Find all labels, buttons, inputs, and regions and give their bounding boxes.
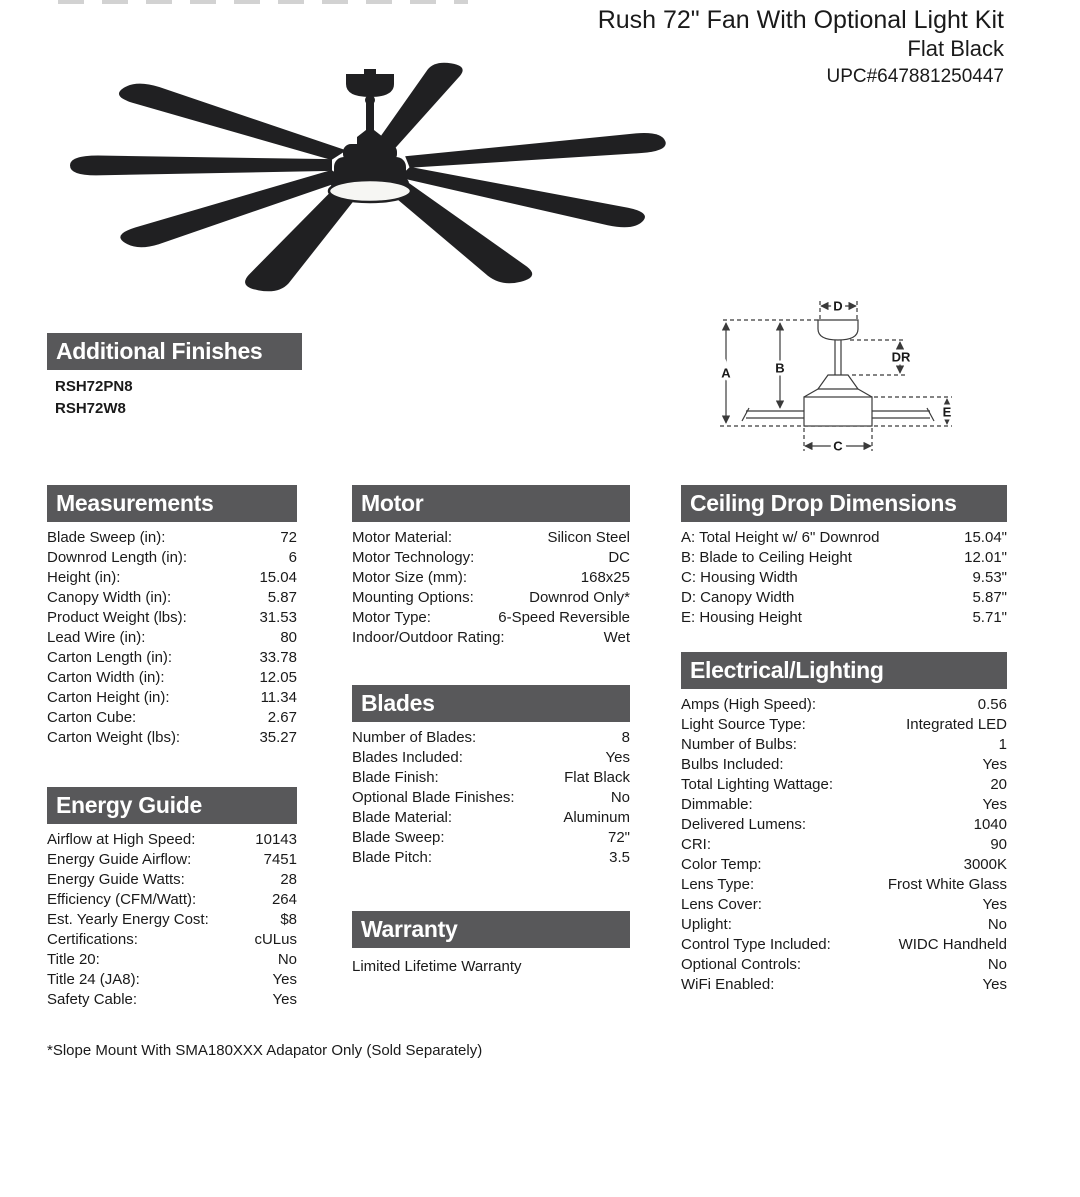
spec-label: Product Weight (lbs): xyxy=(47,609,187,626)
spec-value: 12.01" xyxy=(964,549,1007,566)
spec-row xyxy=(681,835,1007,855)
additional-finishes-section xyxy=(47,333,302,420)
spec-label: Carton Width (in): xyxy=(47,669,165,686)
spec-value: Yes xyxy=(272,971,297,988)
spec-row xyxy=(47,990,297,1010)
spec-value: 10143 xyxy=(255,831,297,848)
spec-row xyxy=(681,855,1007,875)
spec-value: Integrated LED xyxy=(906,716,1007,733)
spec-value: 11.34 xyxy=(260,689,297,706)
spec-value: No xyxy=(987,916,1007,933)
spec-label: Indoor/Outdoor Rating: xyxy=(352,629,505,646)
spec-row xyxy=(681,735,1007,755)
spec-row xyxy=(681,695,1007,715)
spec-row xyxy=(47,568,297,588)
spec-table-measurements xyxy=(47,522,297,748)
spec-value: Yes xyxy=(982,896,1007,913)
spec-row xyxy=(47,950,297,970)
spec-row xyxy=(352,628,630,648)
spec-value: 5.87" xyxy=(972,589,1007,606)
spec-value: 15.04 xyxy=(259,569,297,586)
spec-label: Delivered Lumens: xyxy=(681,816,807,833)
spec-value: 72" xyxy=(607,829,630,846)
spec-label: Motor Technology: xyxy=(352,549,475,566)
spec-row xyxy=(47,668,297,688)
spec-label: Motor Size (mm): xyxy=(352,569,468,586)
spec-row xyxy=(681,548,1007,568)
spec-row xyxy=(47,910,297,930)
spec-label: Number of Blades: xyxy=(352,729,477,746)
spec-table-blades xyxy=(352,722,630,868)
spec-row xyxy=(47,608,297,628)
section-header-motor: Motor xyxy=(352,485,630,522)
spec-value: Yes xyxy=(982,976,1007,993)
spec-value: 9.53" xyxy=(972,569,1007,586)
spec-table-motor xyxy=(352,522,630,648)
slope-mount-footnote: *Slope Mount With SMA180XXX Adapator Only (Sold Separately) xyxy=(47,1042,483,1059)
spec-row xyxy=(352,788,630,808)
spec-value: Yes xyxy=(605,749,630,766)
spec-row xyxy=(352,588,630,608)
diagram-label-a: A xyxy=(721,365,731,381)
spec-table-ceiling-drop-dimensions xyxy=(681,522,1007,628)
spec-row xyxy=(352,528,630,548)
spec-label: Height (in): xyxy=(47,569,121,586)
section-ceiling-drop-dimensions xyxy=(681,485,1007,628)
spec-label: Carton Cube: xyxy=(47,709,137,726)
spec-label: Motor Type: xyxy=(352,609,431,626)
spec-label: Downrod Length (in): xyxy=(47,549,188,566)
section-warranty xyxy=(352,911,630,977)
spec-value: 5.71" xyxy=(972,609,1007,626)
spec-value: Wet xyxy=(603,629,630,646)
spec-value: Flat Black xyxy=(564,769,630,786)
spec-label: Number of Bulbs: xyxy=(681,736,797,753)
spec-label: Optional Blade Finishes: xyxy=(352,789,515,806)
section-header-energy-guide: Energy Guide xyxy=(47,787,297,824)
spec-label: Blade Finish: xyxy=(352,769,439,786)
diagram-label-e: E xyxy=(942,404,952,420)
spec-label: Color Temp: xyxy=(681,856,762,873)
section-motor xyxy=(352,485,630,648)
spec-value: 3.5 xyxy=(609,849,630,866)
spec-label: Certifications: xyxy=(47,931,138,948)
spec-row xyxy=(47,890,297,910)
section-header-measurements: Measurements xyxy=(47,485,297,522)
spec-row xyxy=(47,728,297,748)
spec-label: Energy Guide Watts: xyxy=(47,871,185,888)
spec-table-electrical-lighting xyxy=(681,689,1007,995)
product-finish: Flat Black xyxy=(907,36,1004,61)
spec-value: Yes xyxy=(982,756,1007,773)
spec-label: Canopy Width (in): xyxy=(47,589,172,606)
spec-value: $8 xyxy=(280,911,297,928)
section-electrical-lighting xyxy=(681,652,1007,995)
spec-label: WiFi Enabled: xyxy=(681,976,775,993)
spec-row xyxy=(681,875,1007,895)
spec-label: Optional Controls: xyxy=(681,956,802,973)
fan-product-image xyxy=(40,60,740,310)
additional-finishes-list xyxy=(47,376,302,420)
spec-value: Aluminum xyxy=(563,809,630,826)
spec-row xyxy=(352,748,630,768)
column-middle xyxy=(352,485,630,977)
spec-value: 33.78 xyxy=(259,649,297,666)
spec-label: Lens Type: xyxy=(681,876,755,893)
fan-downrod xyxy=(366,98,374,132)
spec-label: Carton Height (in): xyxy=(47,689,170,706)
finish-model: RSH72PN8 xyxy=(55,378,133,395)
spec-row xyxy=(352,548,630,568)
spec-value: 72 xyxy=(280,529,297,546)
spec-value: Yes xyxy=(272,991,297,1008)
spec-row xyxy=(47,850,297,870)
spec-row xyxy=(352,848,630,868)
spec-row xyxy=(47,648,297,668)
spec-table-energy-guide xyxy=(47,824,297,1010)
cropped-header-text-fragment xyxy=(58,0,468,4)
section-header-blades: Blades xyxy=(352,685,630,722)
spec-label: Mounting Options: xyxy=(352,589,474,606)
ceiling-drop-diagram xyxy=(700,285,1020,465)
spec-value: 6-Speed Reversible xyxy=(498,609,630,626)
spec-label: Blade Sweep: xyxy=(352,829,445,846)
spec-label: Blades Included: xyxy=(352,749,463,766)
product-upc: UPC#647881250447 xyxy=(826,66,1004,87)
finish-model: RSH72W8 xyxy=(55,400,126,417)
diagram-label-d: D xyxy=(833,298,843,314)
warranty-text: Limited Lifetime Warranty xyxy=(352,958,522,975)
spec-label: Safety Cable: xyxy=(47,991,138,1008)
spec-row xyxy=(681,935,1007,955)
spec-label: Lens Cover: xyxy=(681,896,762,913)
spec-row xyxy=(352,828,630,848)
spec-label: A: Total Height w/ 6" Downrod xyxy=(681,529,880,546)
diagram-label-c: C xyxy=(833,438,843,454)
spec-label: Motor Material: xyxy=(352,529,453,546)
product-title: Rush 72" Fan With Optional Light Kit xyxy=(597,6,1004,34)
spec-value: 6 xyxy=(288,549,297,566)
spec-row xyxy=(681,795,1007,815)
spec-value: Downrod Only* xyxy=(529,589,630,606)
spec-value: 2.67 xyxy=(267,709,297,726)
spec-value: Frost White Glass xyxy=(887,876,1007,893)
spec-value: 8 xyxy=(621,729,630,746)
section-header-warranty: Warranty xyxy=(352,911,630,948)
spec-row xyxy=(352,728,630,748)
column-left xyxy=(47,485,297,1010)
spec-row xyxy=(47,708,297,728)
spec-value: 31.53 xyxy=(259,609,297,626)
spec-label: Carton Length (in): xyxy=(47,649,173,666)
spec-label: Amps (High Speed): xyxy=(681,696,817,713)
spec-row xyxy=(681,975,1007,995)
spec-value: Yes xyxy=(982,796,1007,813)
spec-label: Lead Wire (in): xyxy=(47,629,146,646)
section-measurements xyxy=(47,485,297,748)
fan-light-lens xyxy=(329,180,411,202)
spec-value: 7451 xyxy=(263,851,297,868)
spec-row xyxy=(47,588,297,608)
spec-row xyxy=(681,568,1007,588)
spec-label: B: Blade to Ceiling Height xyxy=(681,549,852,566)
spec-value: 20 xyxy=(990,776,1007,793)
spec-label: Blade Sweep (in): xyxy=(47,529,166,546)
spec-value: 1 xyxy=(998,736,1007,753)
spec-label: Blade Pitch: xyxy=(352,849,433,866)
spec-row xyxy=(681,895,1007,915)
spec-value: WIDC Handheld xyxy=(898,936,1007,953)
spec-label: Airflow at High Speed: xyxy=(47,831,196,848)
spec-row xyxy=(352,768,630,788)
spec-row xyxy=(681,528,1007,548)
spec-value: 80 xyxy=(280,629,297,646)
section-energy-guide xyxy=(47,787,297,1010)
additional-finishes-header: Additional Finishes xyxy=(47,333,302,370)
spec-row xyxy=(47,930,297,950)
spec-value: 28 xyxy=(280,871,297,888)
spec-value: 1040 xyxy=(973,816,1007,833)
section-blades xyxy=(352,685,630,868)
spec-value: DC xyxy=(608,549,630,566)
spec-value: No xyxy=(277,951,297,968)
spec-row xyxy=(681,715,1007,735)
spec-value: Silicon Steel xyxy=(547,529,630,546)
spec-label: Carton Weight (lbs): xyxy=(47,729,181,746)
spec-value: 90 xyxy=(990,836,1007,853)
spec-label: Total Lighting Wattage: xyxy=(681,776,834,793)
spec-row xyxy=(681,915,1007,935)
spec-row xyxy=(47,688,297,708)
section-header-electrical-lighting: Electrical/Lighting xyxy=(681,652,1007,689)
spec-row xyxy=(681,955,1007,975)
spec-label: E: Housing Height xyxy=(681,609,802,626)
spec-value: 0.56 xyxy=(977,696,1007,713)
spec-value: 15.04" xyxy=(964,529,1007,546)
spec-row xyxy=(352,568,630,588)
spec-row xyxy=(352,808,630,828)
spec-value: 168x25 xyxy=(580,569,630,586)
spec-row xyxy=(47,548,297,568)
spec-label: D: Canopy Width xyxy=(681,589,795,606)
spec-row xyxy=(47,528,297,548)
spec-row xyxy=(681,815,1007,835)
column-right xyxy=(681,485,1007,995)
spec-label: Light Source Type: xyxy=(681,716,806,733)
spec-label: Efficiency (CFM/Watt): xyxy=(47,891,197,908)
spec-value: 3000K xyxy=(963,856,1007,873)
spec-label: Blade Material: xyxy=(352,809,453,826)
spec-label: Energy Guide Airflow: xyxy=(47,851,192,868)
spec-row xyxy=(47,628,297,648)
spec-label: Bulbs Included: xyxy=(681,756,784,773)
spec-row xyxy=(47,970,297,990)
spec-label: CRI: xyxy=(681,836,711,853)
spec-value: cULus xyxy=(254,931,297,948)
spec-label: Est. Yearly Energy Cost: xyxy=(47,911,209,928)
spec-value: 5.87 xyxy=(267,589,297,606)
spec-label: Dimmable: xyxy=(681,796,753,813)
spec-row xyxy=(681,775,1007,795)
diagram-label-dr: DR xyxy=(891,349,911,365)
spec-value: 35.27 xyxy=(259,729,297,746)
spec-label: Title 20: xyxy=(47,951,100,968)
spec-value: No xyxy=(610,789,630,806)
spec-value: 12.05 xyxy=(259,669,297,686)
spec-value: 264 xyxy=(271,891,297,908)
spec-row xyxy=(681,755,1007,775)
diagram-fan-outline xyxy=(742,320,934,426)
spec-label: C: Housing Width xyxy=(681,569,798,586)
spec-label: Title 24 (JA8): xyxy=(47,971,140,988)
diagram-label-b: B xyxy=(775,360,785,376)
spec-row xyxy=(47,830,297,850)
spec-row xyxy=(681,608,1007,628)
spec-row xyxy=(681,588,1007,608)
spec-row xyxy=(352,608,630,628)
spec-row xyxy=(47,870,297,890)
section-header-ceiling-drop-dimensions: Ceiling Drop Dimensions xyxy=(681,485,1007,522)
spec-label: Control Type Included: xyxy=(681,936,831,953)
spec-label: Uplight: xyxy=(681,916,732,933)
spec-value: No xyxy=(987,956,1007,973)
